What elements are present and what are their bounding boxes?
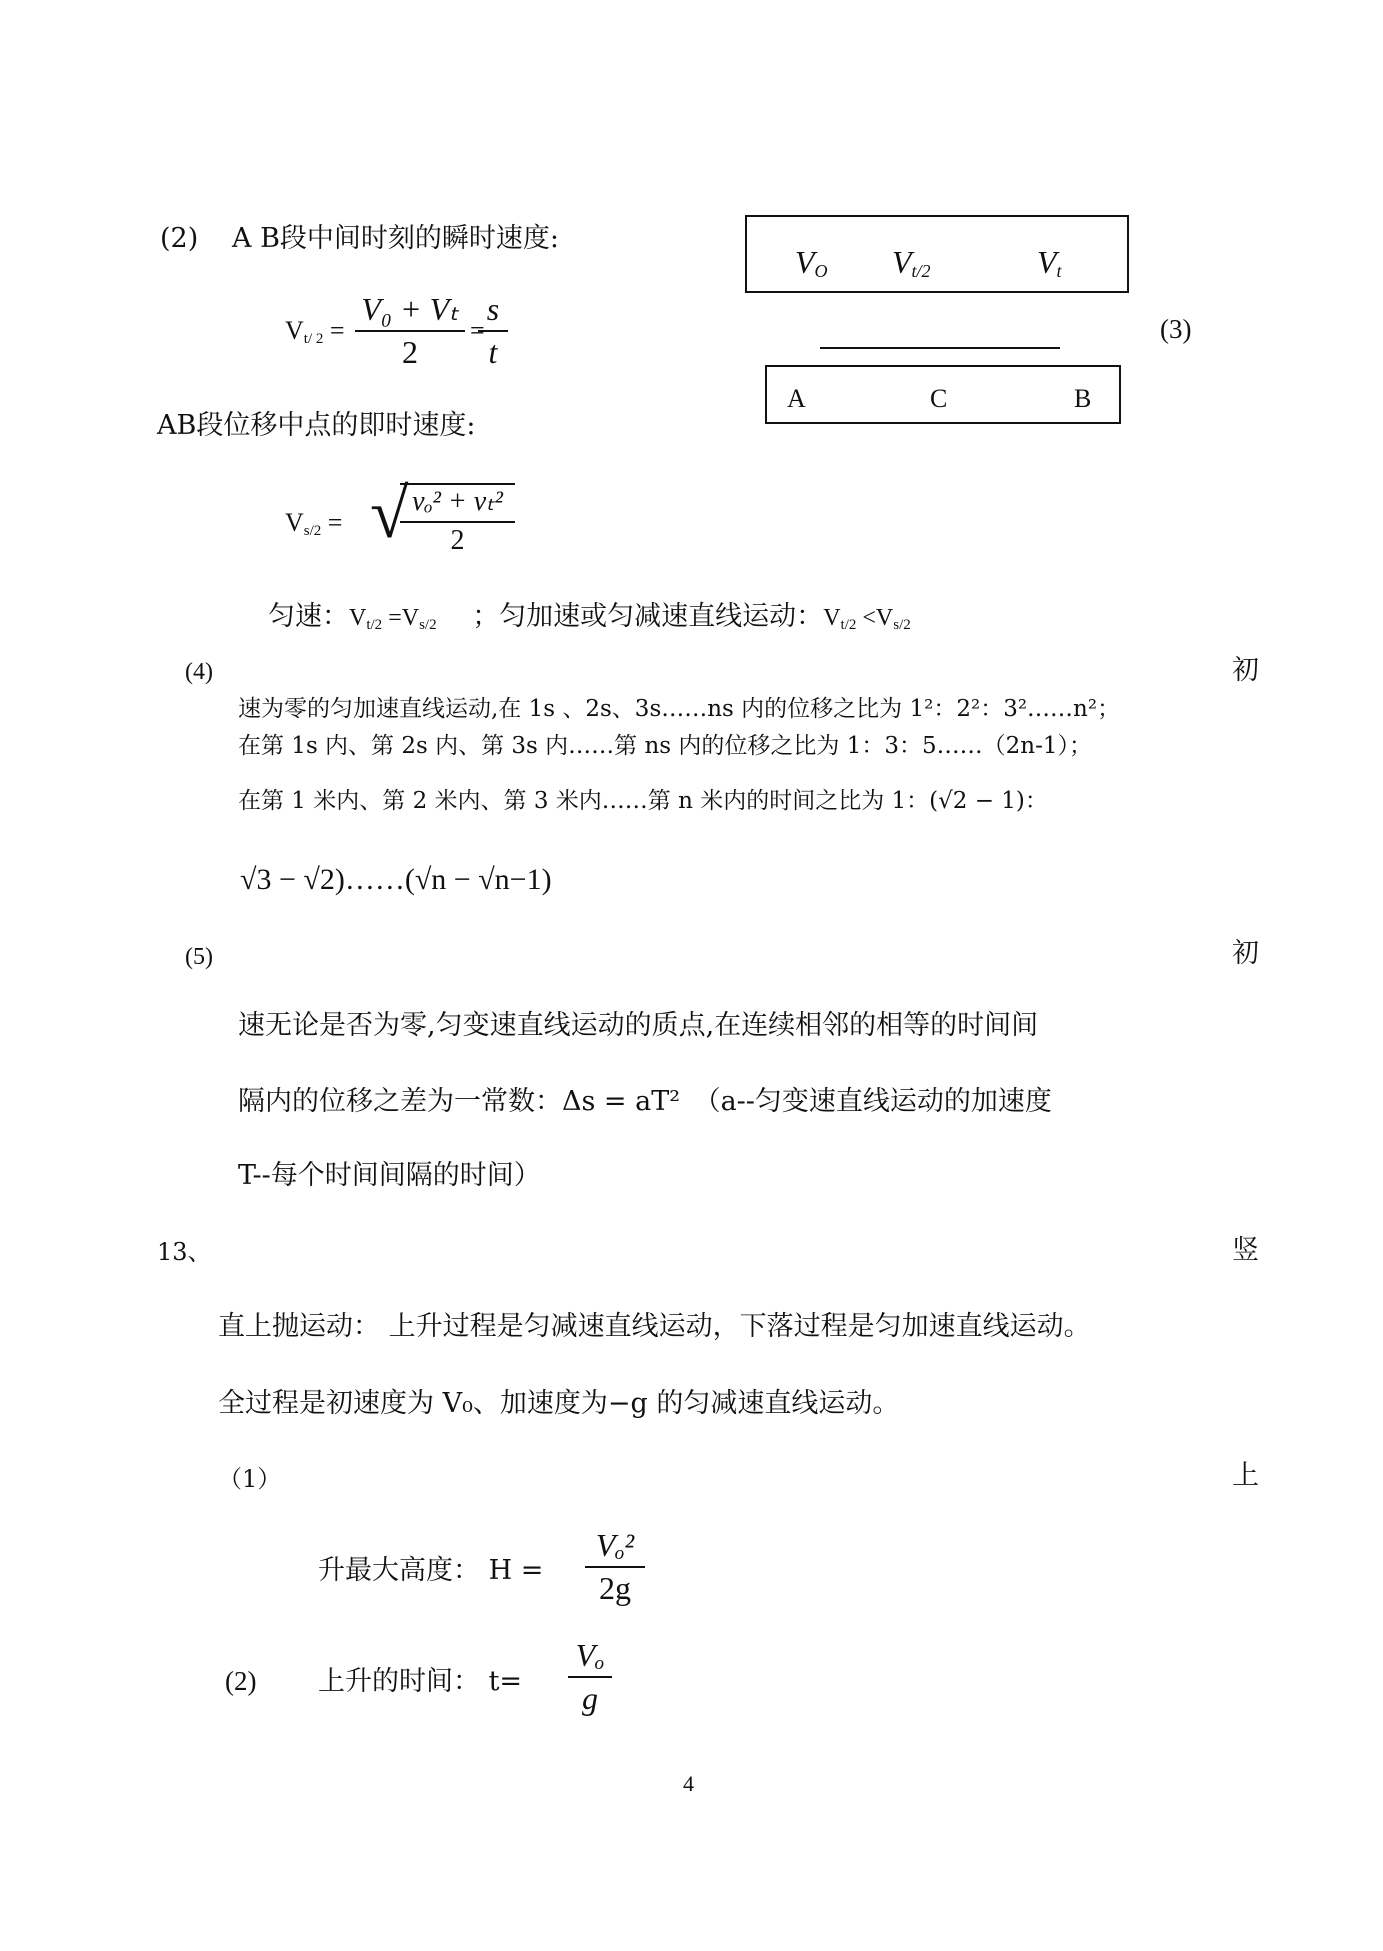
section-13-line-2: 全过程是初速度为 V₀、加速度为−g 的匀减速直线运动。 — [218, 1388, 900, 1419]
page-number: 4 — [683, 1771, 694, 1796]
vt2-fraction-1: V₀ + Vₜ 2 — [355, 292, 465, 370]
rise-time-label: 上升的时间： t= — [318, 1666, 523, 1697]
item-5-line-3: T--每个时间间隔的时间） — [238, 1160, 541, 1191]
diagram-label-v0: $V_O$ — [795, 244, 828, 281]
section-title-midtime: A B段中间时刻的瞬时速度: — [232, 223, 560, 254]
section-13-lead-char: 竖 — [1232, 1235, 1259, 1266]
equals-sign: = — [470, 316, 485, 345]
diagram-label-vt: $V_t$ — [1037, 244, 1062, 281]
vs2-lhs: $V_{s/2}$ = — [285, 508, 343, 539]
item-4-line-2: 在第 1s 内、第 2s 内、第 3s 内……第 ns 内的位移之比为 1：3：5……（2n-1）； — [238, 733, 1092, 759]
item-label-2: (2) — [160, 223, 199, 254]
item-4-lead-char: 初 — [1232, 655, 1259, 686]
max-height-fraction: Vₒ² 2g — [585, 1528, 645, 1606]
item-4-line-3: 在第 1 米内、第 2 米内、第 3 米内……第 n 米内的时间之比为 1：(√2 − 1)： — [238, 788, 1048, 814]
max-height-label: 升最大高度： H = — [318, 1555, 544, 1586]
diagram-label-vt2: $V_{t/2}$ — [892, 244, 931, 281]
item-4-line-4: √3 − √2)……(√n − √n−1) — [240, 863, 552, 896]
item-5-line-2: 隔内的位移之差为一常数：Δs = aT² （a--匀变速直线运动的加速度 — [238, 1086, 1052, 1117]
section-13-item-1-label: （1） — [218, 1465, 282, 1493]
sqrt-sign: √ — [370, 476, 409, 553]
item-5-line-1: 速无论是否为零,匀变速直线运动的质点,在连续相邻的相等的时间间 — [238, 1010, 1039, 1041]
section-13-label: 13、 — [157, 1238, 212, 1266]
vt2-lhs: $V_{t/ 2}$ = — [285, 316, 345, 347]
section-title-midpoint: AB段位移中点的即时速度: — [157, 410, 476, 441]
diagram-label-c: C — [930, 384, 948, 413]
section-13-line-1: 直上抛运动： 上升过程是匀减速直线运动，下落过程是匀加速直线运动。 — [218, 1311, 1091, 1342]
diagram-label-a: A — [787, 384, 806, 413]
rise-time-fraction: Vₒ g — [568, 1638, 612, 1716]
vs2-fraction: vₒ² + vₜ² 2 — [400, 487, 515, 557]
diagram-label-b: B — [1074, 384, 1092, 413]
item-label-5: (5) — [185, 944, 213, 970]
section-13-item-2-label: (2) — [225, 1666, 257, 1696]
item-4-line-1: 速为零的匀加速直线运动,在 1s 、2s、3s……ns 内的位移之比为 1²：2²：3²……n²； — [238, 696, 1121, 722]
section-13-item-1-lead-char: 上 — [1232, 1460, 1259, 1491]
diagram-separator-line — [820, 347, 1060, 349]
comparison-line: 匀速：$V_{t/2} =V_{s/2}$ ；匀加速或匀减速直线运动：$V_{t/2} <V_{s/2}$ — [268, 601, 911, 633]
item-label-4: (4) — [185, 659, 213, 685]
diagram-tag: (3) — [1160, 314, 1192, 344]
item-5-lead-char: 初 — [1232, 938, 1259, 969]
vt2-fraction-2: s t — [478, 292, 508, 370]
sqrt-bar — [400, 483, 515, 485]
